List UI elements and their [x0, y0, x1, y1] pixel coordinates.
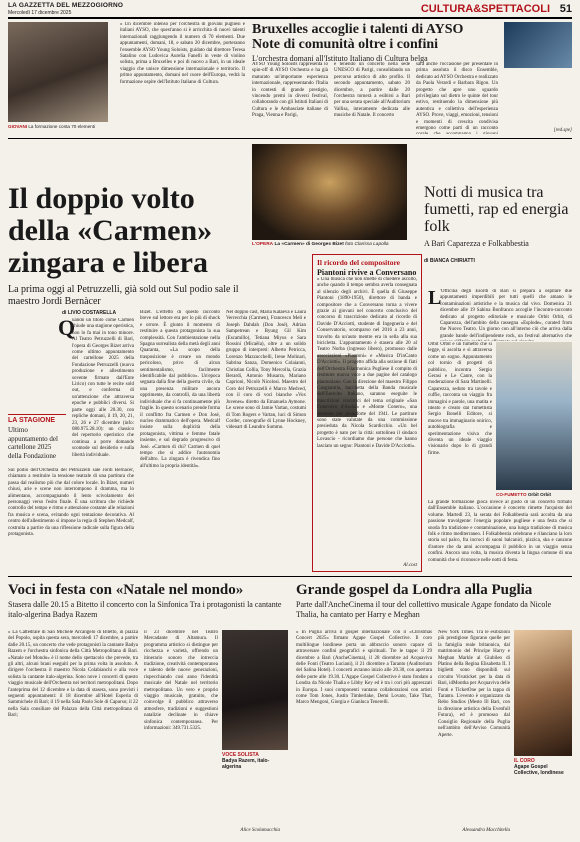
carmen-headline [8, 184, 248, 308]
ayso-photo [8, 22, 108, 122]
carmen-title-line-3: zingara e libera [8, 246, 208, 279]
ayso-body-3: sarà anche l'occasione per presentare in prima assoluta il disco Ensemble, dedicato ad AYSO Orchestra e realizzato da Paola Verardi e Barbara Rigon. Un progetto che apre uno sguardo privilegiato sul dietro le quinte del tour estivo, restituendo la dimensione più autentica e collettiva dell'esperienza AYSO. Prove, viaggi, emozioni, tensioni e momenti di crescita condivisa emergono come parti di un racconto [416, 62, 498, 132]
paper-name: LA GAZZETTA DEL MEZZOGIORNO [8, 2, 124, 9]
music-subtitle: A Bari Caparezza e Folkabbestia [424, 239, 529, 248]
callout-text: Ultimo appuntamento del cartellone 2025 della Fondazione [8, 426, 58, 460]
carmen-photo-caption: L'OPERA La «Carmen» di Georges Bizet foto Clarissa Lapolla [252, 242, 389, 247]
ayso-title-2: Note di comunità oltre i confini [252, 37, 439, 52]
carmen-dropcap: Q [58, 315, 76, 340]
music-dropcap: L [428, 287, 442, 309]
gospel-subtitle: Parte dall'AncheCinema il tour del collettivo musicale Agape fondato da Nicole Thalia, ha cantato per Harry e Meghan [296, 600, 552, 619]
composer-body: » Una musica che non smette di chiedere ascolto, anche quando il tempo sembra averla consegnata al silenzio degli archivi. È quella di Giuseppe Piantoni (1890-1950), direttore di banda e compositore che a Conversano torna a vivere grazie ai giovani nel concerto conclusivo del concorso di trascrizione dedicato al ricordo di Davide D'Acciotti, studente di Ingegneria e del Conservatorio, scomparso nel 2016 a 23 anni, travolto da un'auto mentre era in sella alla sua bicicletta. L'appuntamento è stasera alle 20 al Teatro Norba (ingresso libero), promosso dalle associazioni «Piantoni» e «Musica D'inCanto D'Acciotti». Il progetto affida alla sezione di fiati dell'Orchestra Filarmonica Pugliese il compito di restituire nuova voce a due pagine del catalogo piantoniano. Con la direzione del maestro Filippo Cangiamila, bacchetta della Banda musicale dell'Esercito Italiano, saranno eseguite le trascrizioni vincitrici del tema originale «San Francesco d'Assisi» e «Monte Conero», una serenata per pianoforte del 1941. Le partiture sono state valutate da una commissione presieduta da Nicola Scardicchio. «Un bel progetto è nato per la città: sottolinea il sindaco Lovascio - ricordiamo due persone che hanno lasciato un segno: Piantoni e Davide D'Acciotti». [317, 277, 417, 449]
music-title: Notti di musica tra fumetti, rap ed energia folk [424, 184, 569, 235]
ayso-body-2: e tenendo un concerto nella sede UNESCO di Parigi, consolidando un percorso artistico di alto profilo. Il secondo appuntamento, sabato 20 dicembre, a partire dalle 20 l'orchestra tornerà a esibirsi a Bari per una serata speciale all'Auditorium Vallisa, interamente dedicata alle musiche di Natale. Il concerto [334, 62, 410, 119]
carmen-body-d: Nel doppio cast, Maria Kataeva e Laura Verrecchia (Carmen), Francesco Meli e Joseph Dahdah (Don José), Adrian Sampetrean e Byung Gil Kim (Escamillo), Tetiana Miyus e Sara Rossini (Micaëla), oltre a un solido gruppo di interpreti: Alberto Petricca, Lorenzo Mazzucchelli, Irene Molinari, Sabrina Sanza, Domenico Colaianni, Christian Collia, Tony Mercolla, Grazia Berardi, Antonio Musarra, Mariano Caprioni, Nicolò Nicolosi. Maestro del Coro del Petruzzelli è Marco Medved, con il coro di voci bianche «Vox Juvenes» diretto da Emanuela Aymone. Le scene sono di Jamie Vartan, costumi di Tom Rogers e Vartan, luci di Simon Corder, coreografie di Lynne Hockney, videoart di Leandro Summo. [226, 310, 306, 431]
ayso-body-1: AYSO Young Soloists rappresenta lo spin-off di AYSO Orchestra e ha già maturato un'importante esperienza internazionale, rappresentando l'Italia in contesti di grande prestigio, vincendo premi in diversi festival, collaborando con gli Istituti Italiani di Cultura e le Ambasciate italiane di Praga, Vienna e Parigi, [252, 62, 328, 119]
carmen-photo [252, 144, 407, 240]
orbit-cover [496, 342, 572, 490]
gospel-title: Grande gospel da Londra alla Puglia [296, 582, 533, 598]
orbit-caption: CO-FUMETTO Orbit Orbit [496, 492, 552, 497]
callout-label: LA STAGIONE [8, 414, 66, 424]
natale-headline [8, 582, 288, 620]
natale-title: Voci in festa con «Natale nel mondo» [8, 582, 244, 598]
composer-byline: Al.cost [403, 562, 417, 568]
composer-box [312, 254, 422, 572]
carmen-title-line-1: Il doppio volto [8, 182, 195, 215]
ayso-title: Bruxelles accoglie i talenti di AYSO [252, 22, 464, 37]
carmen-byline: di LIVIO COSTARELLA [62, 310, 117, 316]
music-headline [424, 184, 574, 264]
natale-photo [222, 630, 288, 750]
issue-date: Mercoledì 17 dicembre 2025 [8, 10, 72, 16]
natale-caption: VOCE SOLISTA Badya Razem, italo-algerina [222, 752, 270, 770]
carmen-body-c: Bizet. L'effetto di questo racconto breve sul lettore era per lo più di shock e orrore. È giunto il momento di restituire a questa protagonista la sua complessità. Con l'ambientazione nella Spagna surrealista della metà degli anni Quaranta, «La scopo della trasposizione è creare un mondo pericoloso, privo di alcun sentimentalismo, facilmente identificabile dal pubblico». Un'epoca segnata dalla fine della guerra civile, da una presenza militare ancora opprimente, da controlli, da una libertà individuale che si fa continuamente più fragile. In questo scenario prende forma il conflitto fra Carmen e Don José, nucleo drammatico dell'opera. Medcalf insiste sulla duplicità della protagonista, vittima e femme fatale insieme, e sul degrado progressivo di José. «Carmen di chi? Carmen di quel tempo che si addice l'autonomia dell'altro. La zingara è rivendica fino all'ultimo la propria identità». [140, 310, 220, 469]
music-body-3: Ideato e creato dal fumettista Sergio Bonelli Editore, si muove tra immaginario onirico, autobiografia e sperimentazione visiva che diventa un ideale viaggio visionario dopo lo di grandi firme. [428, 406, 492, 456]
carmen-title-line-2: della «Carmen» [8, 214, 213, 247]
ayso-subtitle: L'orchestra domani all'Istituto Italiano di Cultura belga [252, 54, 428, 63]
gospel-caption: IL CORO Agape Gospel Collective, londinese [514, 758, 564, 776]
masthead [8, 2, 572, 18]
carmen-body-a: uando un titolo come Carmen chiude una stagione operistica, non lo fa mai in tono minore. Al Teatro Petruzzelli di Bari, l'opera di Georges Bizet arriva come ultimo appuntamento del cartellone 2025 della Fondazione Petruzzelli (nuova produzione e allestimento sovente firmato dall'Ente Lirico) con tutte le recite sold out, e conferma di un'attenzione che attraversa epoche e pubblici diversi. Si parte oggi alle 20.30, con repliche domani, il 19, 20, 21, 23, 26 e 27 dicembre (info: 080.975.28.10): un classico del repertorio operistico che continua a porre domande scomode sul desiderio e sulla libertà individuale. [72, 318, 134, 458]
natale-subtitle: Stasera dalle 20.15 a Bitetto il concerto con la Sinfonica Tra i protagonisti la cantante italo-algerina Badya Razem [8, 600, 282, 619]
section-name: CULTURA&SPETTACOLI [420, 3, 550, 15]
ayso-photo-caption: GIOVANI La formazione conta 70 elementi [8, 124, 95, 129]
music-body-4: La grande formazione gioca invece al gusto di un concerto firmato dall'Ensemble italiano. L'occasione è concerto rimette l'acquisto del volume. Martedì 23, la serata dei Folkabbestia sarà accolta da una passione travolgente: l'energia popolare pugliese e una festa che si snoda fra tradizione e contaminazione, una lunga tradizione di musica folk e ritmo mediterraneo. I Folkabbestia celebrano e rilanciano la loro storia sul palco, fra incroci di suoni balcanici, pizzica, ska e canzone d'autore che da anni accompagna il pubblico in un viaggio senza confini. Ancora una volta, la musica diventa la lingua comune di una comunità che si riconosce nelle notti di festa. [428, 500, 572, 563]
natale-byline: Alice Scolamacchia [240, 828, 280, 833]
carmen-subtitle: La prima oggi al Petruzzelli, già sold out Sul podio sale il maestro Jordi Bernàcer [8, 284, 239, 307]
page-number: 51 [559, 3, 572, 15]
gospel-photo [514, 630, 572, 756]
music-body-1: 'Officina degli Esordi di Bari si prepara a ospitare due appuntamenti imperdibili per tutti quelli che amano le contaminazioni artistiche e la musica dal vivo. Domenica 21 dicembre alle 19 Sabina Bonfranco accoglie l'incontro-racconto dedicato al progetto editoriale e musicale Orbit Orbit, di Caparezza, dell'ambito della rassegna «Esplode», curated from the Nuovo Teatro. Un giorno con all'interno ciò che arriva dalla grande bande dell'indipendente rock, un festival alternativo che [440, 289, 572, 339]
composer-title: Piantoni rivive a Conversano [317, 268, 417, 277]
composer-kicker: Il ricordo del compositore [317, 258, 400, 267]
gospel-headline [296, 582, 572, 620]
ayso-intro: » Un dicembre intenso per l'orchestra di giovani pugliesi e italiani AYSO, che quest'anno si è arricchita di nuovi talenti internazionali raggiungendo il numero di 70 elementi. Due appuntamenti, domani, 18, e sabato 20 dicembre, porteranno l'ensemble AYSO Young Soloists, guidato dal direttore Teresa Satalino con Ludovica Aurelia Fanelli in veste di violino solista, prima a Bruxelles e poi di nuovo a Bari, in un ideale viaggio che unisce dimensione internazionale e territorio. Il primo appuntamento, domani nel cuore dell'Europa, vedrà la formazione ospite dell'Istituto Italiano di Cultura. [120, 22, 245, 85]
gospel-byline: Alessandra Macchitella [462, 828, 510, 833]
gospel-body-2: New York Times. Tra le esibizioni più prestigiose figurano quelle per la famiglia reale britannica, dal matrimonio del Principe Harry e Meghan Markle al Giubileo di Platino della Regina Elisabetta II. I biglietti sono disponibili sul circuito Vivaticket per la data di Bari, idMontha per Acquaviva delle Fonti e TicketOne per la tappa di Taranto. L'evento è organizzato da Rebo Studios (Mesto Ill Bari, con la direzione artistica della Evenfull Futura), ed è promosso dal Consiglio Regionale della Puglia nell'ambito dell'Avviso Comunità Aperte. [438, 630, 510, 738]
carmen-body-b: Sul podio dell'Orchestra del Petruzzelli sale Jordi Bernàcer, chiamato a restituire la tensione teatrale di una partitura che passa dal realismo più che dal colore locale. In Bizet, numeri chiusi, arie e scene non interrompono il dramma, ma lo alimentano, accompagnando il lento scivolamento dei personaggi verso l'esito finale. È una scrittura che richiede controllo del tempo e ritmo e attenzione costante alle relazioni fra musica e scena, evitando ogni tentazione decorativa. Al centro dell'allestimento si impone la regia di Stephen Medcalf, costruita a partire da una riflessione radicale sulla figura della protagonista. [8, 468, 134, 538]
music-body-2: Orbit Orbit è un fumetto che si legge, si ascolta e si attraversa come un sogno. Appuntamento col tornio di progetti di pubblico, incontra Sergio Gerasi e Le Canre, con la moderazione di Sara Martinelli. Caparezza, seduto tra tavole e cuffie, racconta un viaggio fra immagini e parole, una matita e [428, 342, 492, 404]
natale-body-2: il 23 dicembre nel Teatro Mercadante di Altamura. Il programma artistico si distingue per ricchezza e varietà, offrendo un itinerario sonoro che intreccia tradizione, creatività contemporanea e talento delle nuove generazioni, rispecchiando così anno l'identità musicale del Natale nel territorio metropolitano. Un vero e proprio viaggio musicale, gratuito, che coinvolge il pubblico attraverso atmosfere, tradizioni e suggestioni natalizie declinate in chiave sinfonica contemporanea. Per informazioni: 349.731.5325. [144, 630, 218, 732]
ayso-disc-cover [504, 22, 572, 68]
music-byline: di BIANCA CHIRIATTI [424, 258, 475, 264]
gospel-body-1: » In Puglia arriva il gospel internazionale con il «Christmas Concert 2025» firmato Agape Gospel Collective. Il coro multilingue londinese porta un abbraccio sonoro capace di attraversare confini geografici e spirituali. Tre le tappe: il 29 dicembre a Bari (AncheCinema), il 28 dicembre ad Acquaviva delle Fonti (Teatro Luciani), il 21 dicembre a Taranto (Auditorium del Salina Hotel). I concerti avranno inizio alle 20.30, con apertura delle porte alle 19.30. L'Agape Gospel Collective è stato fondato a Londra da Nicole Thalia e Libby Key ed è tra i cori più apprezzati in Europa. I suoi componenti vantano collaborazioni con artisti come Tom Jones, Justin Timberlake, Demi Lovato, Take That, Marco Mengoni, Giorgia e Gianluca Tenerelli. [296, 630, 432, 706]
carmen-callout [8, 414, 66, 460]
natale-body-1: » La Cattedrale di San Michele Arcangelo di Bitetto, in piazza del Popolo, ospita questa sera, mercoledì 17 dicembre, a partire dalle 20.15, un concerto che vede protagonisti la cantante Badya Razem e l'orchestra sinfonica della Città Metropolitana di Bari. «Natale nel Mondo» è il nome dello spettacolo che prevede, tra gli altri, alcuni brani eseguiti per la prima volta in assoluto. A dirigere l'orchestra il maestro Nicola Colabianchi e alla voce solista la cantante italo-algerina. Sono nove i concerti di questo viaggio musicale dell'Orchestra nei territori metropolitani. Dopo l'anteprima del 12 dicembre e la data di stasera, sono previsti i seguenti appuntamenti: il 18 dicembre all'Hotel Esperia di Sammichele di Bari; il 19 nella Sala Paolo Sole di Capurso; il 22 nella Sala consiliare del Palazzo della Città metropolitana di Bari; [8, 630, 138, 719]
ayso-byline: [red.spe] [553, 128, 572, 133]
